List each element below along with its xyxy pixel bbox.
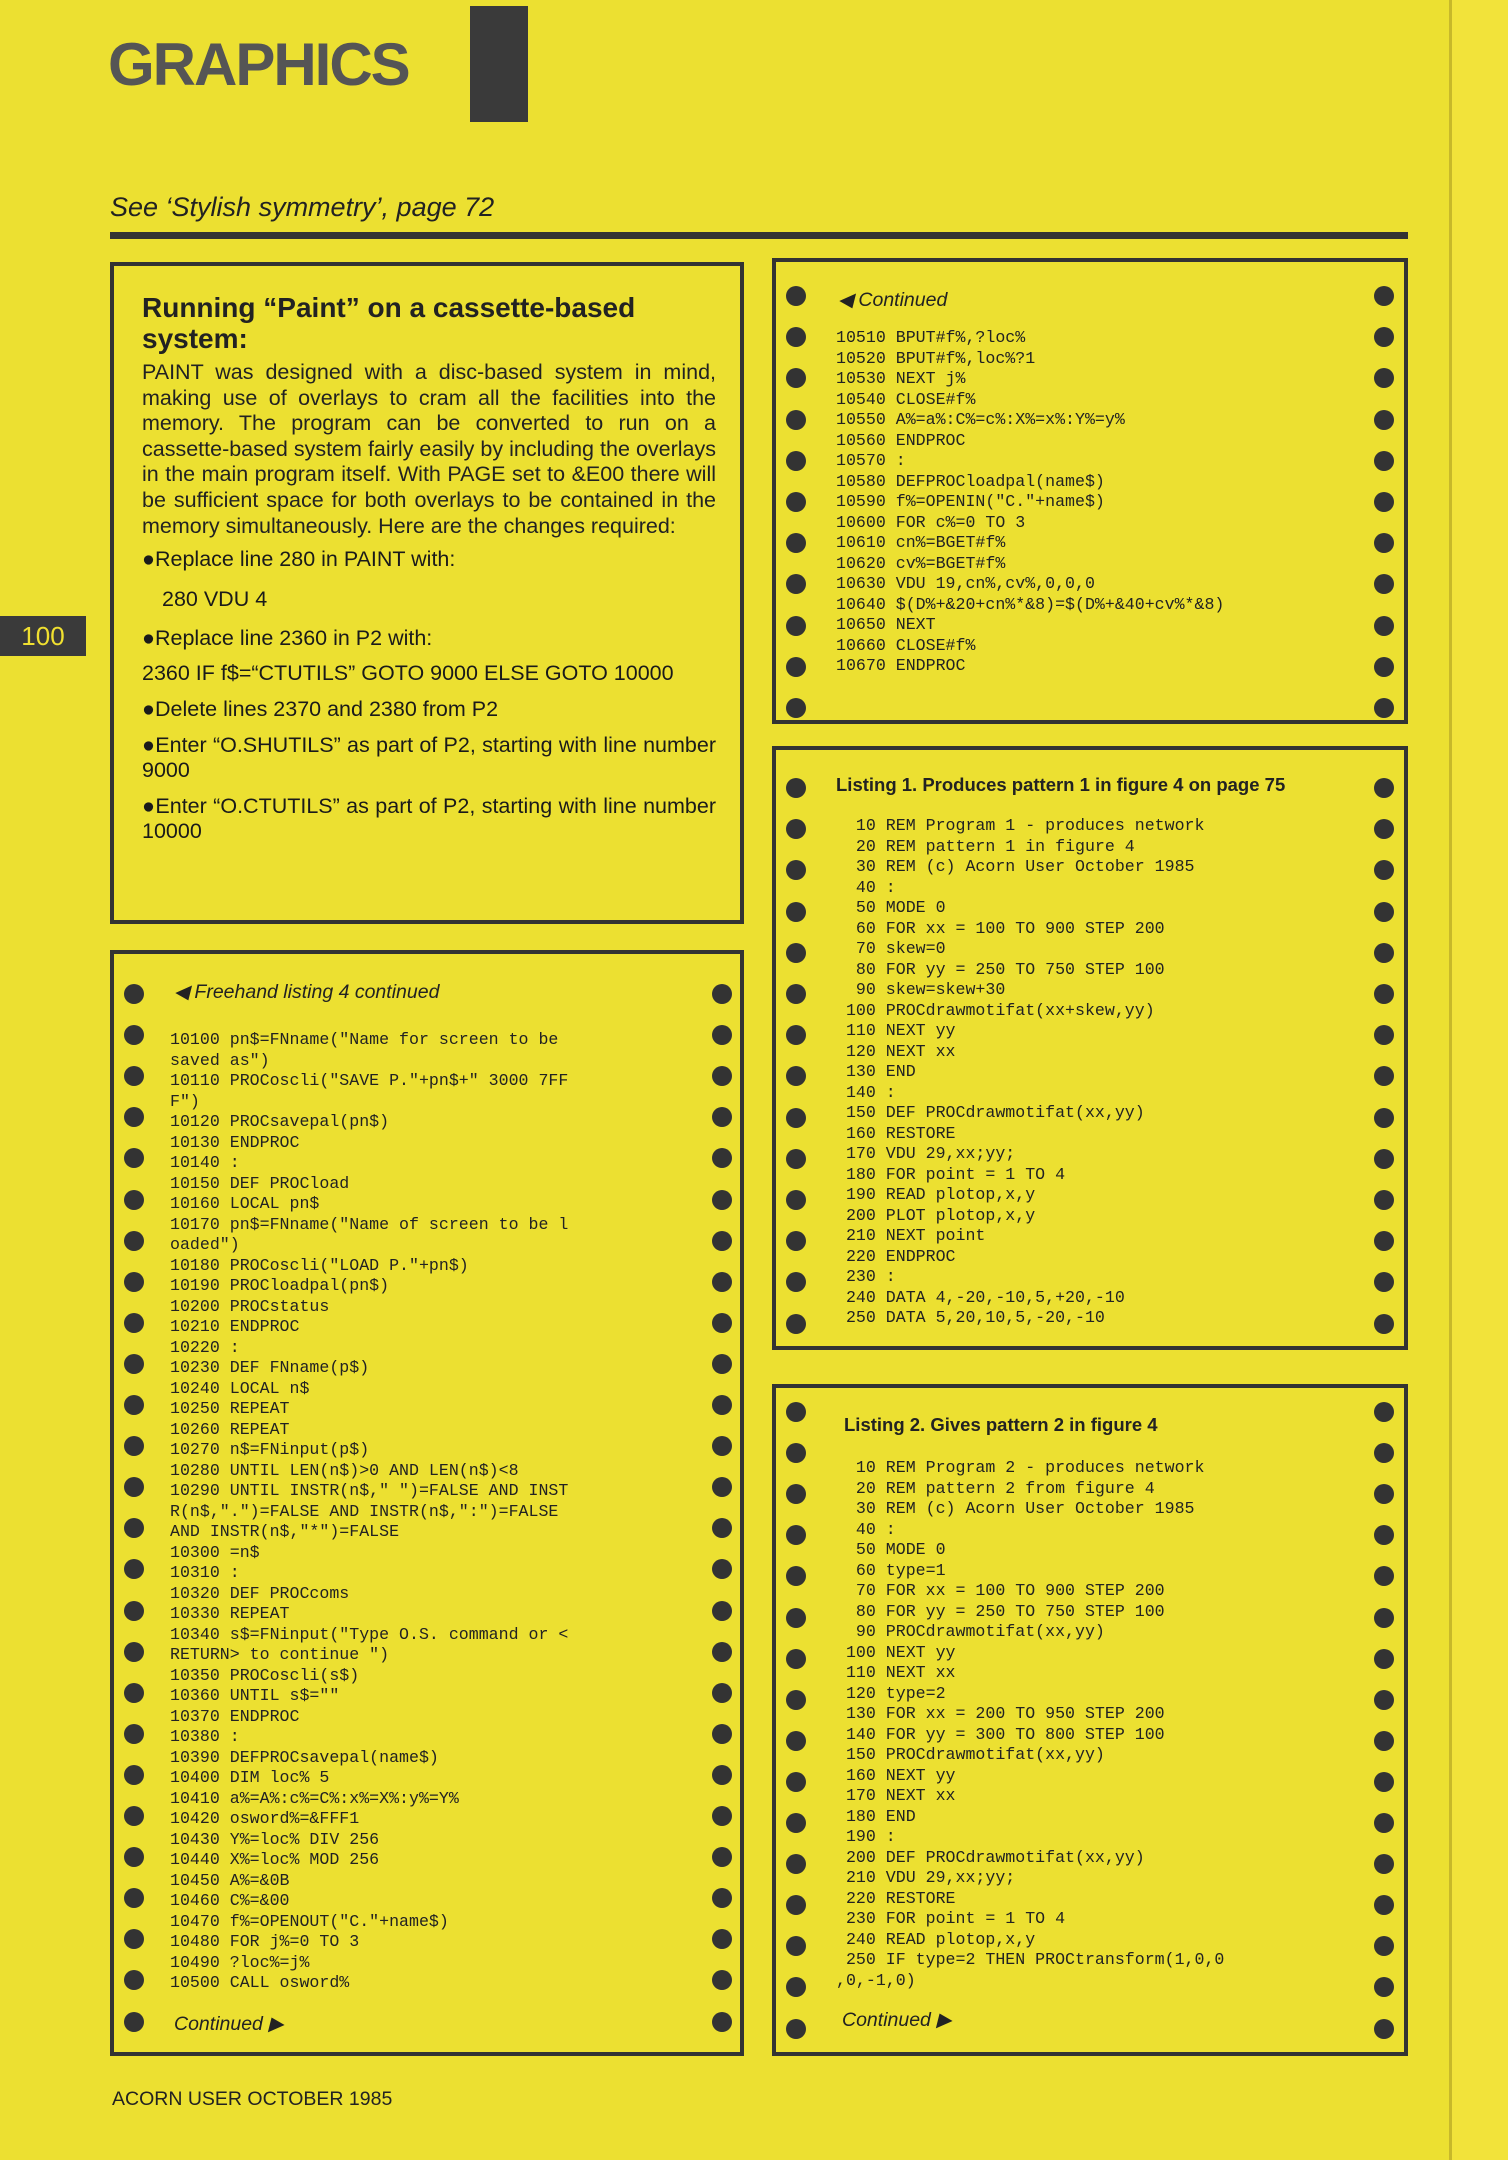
- listing-2-box: [772, 1384, 1408, 2056]
- punch-hole: [786, 1443, 806, 1463]
- code-line: 230 FOR point = 1 TO 4: [836, 1909, 1066, 1928]
- code-line: saved as"): [170, 1050, 270, 1070]
- punch-hole: [712, 1395, 732, 1415]
- punch-hole: [786, 1936, 806, 1956]
- code-line: 10300 =n$: [170, 1542, 260, 1562]
- code-line: 230 :: [836, 1267, 896, 1286]
- punch-hole: [1374, 574, 1394, 594]
- punch-hole: [1374, 1484, 1394, 1504]
- listing-2-heading: Listing 2. Gives pattern 2 in figure 4: [844, 1414, 1158, 1435]
- punch-hole: [1374, 327, 1394, 347]
- punch-hole: [1374, 1066, 1394, 1086]
- punch-hole: [786, 1025, 806, 1045]
- code-line: 120 NEXT xx: [836, 1041, 956, 1061]
- code-line: 10170 pn$=FNname("Name of screen to be l: [170, 1214, 569, 1234]
- punch-hole: [786, 1690, 806, 1710]
- punch-hole: [124, 1601, 144, 1621]
- punch-hole: [786, 492, 806, 512]
- code-line: 10640 $(D%+&20+cn%*&8)=$(D%+&40+cv%*&8): [836, 594, 1225, 614]
- punch-hole: [1374, 2019, 1394, 2039]
- punch-hole: [712, 1642, 732, 1662]
- code-line: 10420 osword%=&FFF1: [170, 1809, 360, 1828]
- code-line: 150 PROCdrawmotifat(xx,yy): [836, 1745, 1105, 1764]
- punch-hole: [124, 1970, 144, 1990]
- code-line: 220 ENDPROC: [836, 1246, 956, 1266]
- punch-hole: [1374, 657, 1394, 677]
- instruction-item: ●Enter “O.SHUTILS” as part of P2, starting with line number 9000: [142, 732, 716, 783]
- punch-hole: [1374, 1402, 1394, 1422]
- continued-heading: ◀ Continued: [838, 289, 948, 311]
- code-line: 40 :: [836, 1519, 896, 1539]
- punch-hole: [786, 1649, 806, 1669]
- code-line: 170 VDU 29,xx;yy;: [836, 1144, 1016, 1163]
- punch-hole: [1374, 1649, 1394, 1669]
- code-line: 10340 s$=FNinput("Type O.S. command or <: [170, 1624, 569, 1644]
- punch-hole: [786, 327, 806, 347]
- punch-hole: [1374, 1314, 1394, 1334]
- punch-hole: [786, 1566, 806, 1586]
- code-line: 210 NEXT point: [836, 1226, 986, 1245]
- punch-hole: [712, 1066, 732, 1086]
- instruction-item: ●Delete lines 2370 and 2380 from P2: [142, 696, 499, 721]
- code-line: 130 END: [836, 1062, 916, 1081]
- code-line: 10580 DEFPROCloadpal(name$): [836, 471, 1105, 491]
- punch-hole: [1374, 1108, 1394, 1128]
- punch-hole: [786, 1977, 806, 1997]
- code-line: 30 REM (c) Acorn User October 1985: [836, 1499, 1195, 1518]
- punch-hole: [712, 1888, 732, 1908]
- box-intro: PAINT was designed with a disc-based system in mind, making use of overlays to cram all the facilities into the memory. The program can be converted to run on a cassette-based system fairly easily by including the overlays in the main program itself. With PAGE set to &E00 there will be sufficient space for both overlays to be contained in the memory simultaneously. Here are the changes required:: [142, 360, 716, 538]
- punch-hole: [712, 1477, 732, 1497]
- freehand-heading: ◀ Freehand listing 4 continued: [174, 981, 440, 1003]
- code-line: ,0,-1,0): [836, 1970, 916, 1990]
- punch-hole: [1374, 1149, 1394, 1169]
- code-line: 190 READ plotop,x,y: [836, 1185, 1036, 1204]
- code-line: 60 FOR xx = 100 TO 900 STEP 200: [836, 918, 1165, 938]
- punch-hole: [786, 657, 806, 677]
- punch-hole: [124, 1354, 144, 1374]
- punch-hole: [786, 778, 806, 798]
- code-line: 10270 n$=FNinput(p$): [170, 1440, 370, 1459]
- punch-hole: [124, 1765, 144, 1785]
- code-line: 10110 PROCoscli("SAVE P."+pn$+" 3000 7FF: [170, 1071, 569, 1090]
- punch-hole: [786, 286, 806, 306]
- punch-hole: [1374, 778, 1394, 798]
- code-line: 200 PLOT plotop,x,y: [836, 1205, 1036, 1225]
- punch-hole: [786, 368, 806, 388]
- punch-hole: [1374, 860, 1394, 880]
- code-line: 140 FOR yy = 300 TO 800 STEP 100: [836, 1724, 1165, 1744]
- listing-1-heading: Listing 1. Produces pattern 1 in figure 4 on page 75: [836, 774, 1286, 795]
- punch-hole: [712, 1806, 732, 1826]
- code-line: 10520 BPUT#f%,loc%?1: [836, 348, 1036, 368]
- code-line: 10450 A%=&0B: [170, 1870, 290, 1890]
- punch-hole: [1374, 1443, 1394, 1463]
- code-line: 10610 cn%=BGET#f%: [836, 533, 1006, 552]
- code-line: 190 :: [836, 1827, 896, 1846]
- code-line: oaded"): [170, 1235, 240, 1254]
- punch-hole: [786, 410, 806, 430]
- code-line: 10550 A%=a%:C%=c%:X%=x%:Y%=y%: [836, 410, 1125, 429]
- code-line: 10390 DEFPROCsavepal(name$): [170, 1747, 439, 1767]
- code-line: 10320 DEF PROCcoms: [170, 1583, 350, 1603]
- code-line: 10180 PROCoscli("LOAD P."+pn$): [170, 1255, 469, 1275]
- code-line: 160 NEXT yy: [836, 1765, 956, 1785]
- freehand-listing-box: [110, 950, 744, 2056]
- punch-hole: [786, 1813, 806, 1833]
- code-line: 140 :: [836, 1082, 896, 1102]
- punch-hole: [1374, 1025, 1394, 1045]
- punch-hole: [786, 902, 806, 922]
- code-line: 10 REM Program 1 - produces network: [836, 816, 1205, 835]
- punch-hole: [786, 533, 806, 553]
- code-line: 10540 CLOSE#f%: [836, 389, 976, 409]
- instruction-item: ●Enter “O.CTUTILS” as part of P2, starting with line number 10000: [142, 793, 716, 844]
- code-line: 10530 NEXT j%: [836, 369, 966, 388]
- code-line: 10660 CLOSE#f%: [836, 635, 976, 655]
- code-line: 110 NEXT xx: [836, 1663, 956, 1682]
- punch-hole: [1374, 1977, 1394, 1997]
- code-line: 160 RESTORE: [836, 1123, 956, 1143]
- code-line: 10130 ENDPROC: [170, 1132, 300, 1152]
- code-line: 150 DEF PROCdrawmotifat(xx,yy): [836, 1103, 1145, 1122]
- punch-hole: [1374, 1690, 1394, 1710]
- punch-hole: [712, 1190, 732, 1210]
- punch-hole: [1374, 1854, 1394, 1874]
- code-line: 90 skew=skew+30: [836, 980, 1006, 999]
- punch-hole: [124, 1929, 144, 1949]
- code-line: 10 REM Program 2 - produces network: [836, 1458, 1205, 1477]
- punch-hole: [786, 451, 806, 471]
- punch-hole: [712, 1272, 732, 1292]
- code-line: 10150 DEF PROCload: [170, 1173, 350, 1193]
- code-line: 110 NEXT yy: [836, 1021, 956, 1040]
- punch-hole: [124, 1190, 144, 1210]
- listing-1-box: [772, 746, 1408, 1350]
- page-number: 100: [0, 616, 86, 656]
- code-line: 80 FOR yy = 250 TO 750 STEP 100: [836, 959, 1165, 979]
- code-line: 10200 PROCstatus: [170, 1296, 330, 1316]
- code-line: 10120 PROCsavepal(pn$): [170, 1112, 390, 1131]
- code-line: 100 NEXT yy: [836, 1642, 956, 1662]
- punch-hole: [786, 574, 806, 594]
- punch-hole: [786, 1772, 806, 1792]
- code-line: 10470 f%=OPENOUT("C."+name$): [170, 1911, 449, 1931]
- punch-hole: [124, 1847, 144, 1867]
- punch-hole: [786, 1895, 806, 1915]
- punch-hole: [124, 1559, 144, 1579]
- punch-hole: [1374, 1772, 1394, 1792]
- punch-hole: [712, 1025, 732, 1045]
- code-line: 10220 :: [170, 1337, 240, 1357]
- code-line: 10360 UNTIL s$="": [170, 1686, 340, 1705]
- instruction-item: ●Replace line 280 in PAINT with:: [142, 547, 456, 572]
- punch-hole: [786, 1272, 806, 1292]
- punch-hole: [124, 1313, 144, 1333]
- punch-hole: [1374, 1525, 1394, 1545]
- code-line: 10370 ENDPROC: [170, 1706, 300, 1726]
- code-line: 10160 LOCAL pn$: [170, 1194, 320, 1213]
- punch-hole: [712, 1107, 732, 1127]
- code-line: 100 PROCdrawmotifat(xx+skew,yy): [836, 1000, 1155, 1020]
- code-line: 50 MODE 0: [836, 1540, 946, 1559]
- instruction-item: ●Replace line 2360 in P2 with:: [142, 625, 433, 650]
- code-line: 10210 ENDPROC: [170, 1317, 300, 1336]
- punch-hole: [1374, 1813, 1394, 1833]
- code-line: 250 DATA 5,20,10,5,-20,-10: [836, 1308, 1105, 1327]
- code-line: 10570 :: [836, 451, 906, 470]
- punch-hole: [1374, 819, 1394, 839]
- punch-hole: [712, 1231, 732, 1251]
- punch-hole: [786, 1190, 806, 1210]
- code-line: 10310 :: [170, 1563, 240, 1582]
- code-line: 10190 PROCloadpal(pn$): [170, 1276, 390, 1295]
- punch-hole: [712, 984, 732, 1004]
- code-line: 10240 LOCAL n$: [170, 1378, 310, 1398]
- punch-hole: [786, 1402, 806, 1422]
- code-line: 10440 X%=loc% MOD 256: [170, 1850, 380, 1869]
- code-line: 200 DEF PROCdrawmotifat(xx,yy): [836, 1847, 1145, 1867]
- code-line: 40 :: [836, 877, 896, 897]
- punch-hole: [1374, 902, 1394, 922]
- punch-hole: [124, 1148, 144, 1168]
- code-line: 170 NEXT xx: [836, 1786, 956, 1805]
- code-line: AND INSTR(n$,"*")=FALSE: [170, 1522, 400, 1541]
- code-line: 10650 NEXT: [836, 615, 936, 634]
- punch-hole: [712, 1559, 732, 1579]
- punch-hole: [786, 1149, 806, 1169]
- punch-hole: [786, 616, 806, 636]
- punch-hole: [1374, 984, 1394, 1004]
- code-line: 220 RESTORE: [836, 1888, 956, 1908]
- punch-hole: [1374, 616, 1394, 636]
- punch-hole: [786, 943, 806, 963]
- punch-hole: [712, 1601, 732, 1621]
- code-line: 10250 REPEAT: [170, 1399, 290, 1418]
- punch-hole: [786, 860, 806, 880]
- punch-hole: [124, 1888, 144, 1908]
- punch-hole: [786, 1231, 806, 1251]
- code-line: 250 IF type=2 THEN PROCtransform(1,0,0: [836, 1950, 1225, 1969]
- section-title: GRAPHICS: [108, 31, 409, 98]
- punch-hole: [124, 1231, 144, 1251]
- code-line: 240 DATA 4,-20,-10,5,+20,-10: [836, 1287, 1125, 1307]
- code-line: 10630 VDU 19,cn%,cv%,0,0,0: [836, 574, 1095, 593]
- continued-listing-box: [772, 258, 1408, 724]
- header-rule: [110, 232, 1408, 239]
- punch-hole: [124, 1683, 144, 1703]
- punch-hole: [786, 819, 806, 839]
- code-line: 130 FOR xx = 200 TO 950 STEP 200: [836, 1704, 1165, 1723]
- code-line: R(n$,".")=FALSE AND INSTR(n$,":")=FALSE: [170, 1501, 559, 1521]
- code-line: 10490 ?loc%=j%: [170, 1952, 310, 1972]
- punch-hole: [124, 1272, 144, 1292]
- punch-hole: [786, 1608, 806, 1628]
- listing-2-continued: Continued ▶: [842, 2009, 952, 2031]
- box-title: Running “Paint” on a cassette-based system:: [142, 292, 636, 354]
- code-line: 70 skew=0: [836, 939, 946, 958]
- punch-hole: [712, 2012, 732, 2032]
- punch-hole: [712, 1313, 732, 1333]
- code-line: 10590 f%=OPENIN("C."+name$): [836, 492, 1105, 511]
- punch-hole: [1374, 1190, 1394, 1210]
- punch-hole: [124, 1642, 144, 1662]
- code-line: 180 FOR point = 1 TO 4: [836, 1164, 1066, 1184]
- cassette-instructions-box: [110, 262, 744, 924]
- punch-hole: [786, 1525, 806, 1545]
- punch-hole: [786, 2019, 806, 2039]
- code-line: 10230 DEF FNname(p$): [170, 1358, 370, 1377]
- punch-hole: [1374, 1895, 1394, 1915]
- punch-hole: [786, 1066, 806, 1086]
- code-line: 80 FOR yy = 250 TO 750 STEP 100: [836, 1601, 1165, 1621]
- code-line: 10260 REPEAT: [170, 1419, 290, 1439]
- punch-hole: [712, 1683, 732, 1703]
- code-line: 10620 cv%=BGET#f%: [836, 553, 1006, 573]
- punch-hole: [1374, 533, 1394, 553]
- code-line: 10330 REPEAT: [170, 1604, 290, 1623]
- punch-hole: [1374, 492, 1394, 512]
- code-line: 20 REM pattern 2 from figure 4: [836, 1478, 1155, 1498]
- punch-hole: [124, 1395, 144, 1415]
- punch-hole: [1374, 286, 1394, 306]
- code-line: 10600 FOR c%=0 TO 3: [836, 512, 1026, 532]
- punch-hole: [712, 1436, 732, 1456]
- punch-hole: [712, 1847, 732, 1867]
- code-line: 50 MODE 0: [836, 898, 946, 917]
- code-line: 10400 DIM loc% 5: [170, 1768, 330, 1787]
- punch-hole: [124, 1724, 144, 1744]
- punch-hole: [712, 1518, 732, 1538]
- code-line: 240 READ plotop,x,y: [836, 1929, 1036, 1949]
- punch-hole: [1374, 1731, 1394, 1751]
- punch-hole: [124, 1518, 144, 1538]
- punch-hole: [786, 1484, 806, 1504]
- punch-hole: [712, 1765, 732, 1785]
- punch-hole: [786, 1731, 806, 1751]
- code-line: 120 type=2: [836, 1683, 946, 1703]
- header-bar: [470, 6, 528, 122]
- code-line: 90 PROCdrawmotifat(xx,yy): [836, 1622, 1105, 1641]
- punch-hole: [712, 1929, 732, 1949]
- punch-hole: [786, 1314, 806, 1334]
- punch-hole: [1374, 943, 1394, 963]
- code-line: 10480 FOR j%=0 TO 3: [170, 1932, 360, 1951]
- see-also-reference: See ‘Stylish symmetry’, page 72: [110, 192, 495, 222]
- punch-hole: [124, 1107, 144, 1127]
- punch-hole: [124, 1025, 144, 1045]
- punch-hole: [1374, 1231, 1394, 1251]
- code-line: 10560 ENDPROC: [836, 430, 966, 450]
- code-line: 10460 C%=&00: [170, 1891, 290, 1910]
- code-line: 10430 Y%=loc% DIV 256: [170, 1829, 380, 1849]
- punch-hole: [124, 1806, 144, 1826]
- punch-hole: [124, 2012, 144, 2032]
- code-line: 180 END: [836, 1806, 916, 1826]
- code-line: 20 REM pattern 1 in figure 4: [836, 836, 1135, 856]
- code-line: 10510 BPUT#f%,?loc%: [836, 328, 1026, 347]
- code-line: 10380 :: [170, 1727, 240, 1746]
- punch-hole: [1374, 1566, 1394, 1586]
- punch-hole: [786, 698, 806, 718]
- punch-hole: [124, 984, 144, 1004]
- punch-hole: [712, 1724, 732, 1744]
- punch-hole: [786, 1108, 806, 1128]
- code-line: 10140 :: [170, 1153, 240, 1172]
- code-line: 70 FOR xx = 100 TO 900 STEP 200: [836, 1581, 1165, 1600]
- punch-hole: [1374, 1936, 1394, 1956]
- punch-hole: [1374, 410, 1394, 430]
- instruction-code: 2360 IF f$=“CTUTILS” GOTO 9000 ELSE GOTO 10000: [142, 661, 674, 686]
- code-line: 10500 CALL osword%: [170, 1973, 350, 1992]
- punch-hole: [712, 1148, 732, 1168]
- code-line: 210 VDU 29,xx;yy;: [836, 1868, 1016, 1887]
- punch-hole: [124, 1436, 144, 1456]
- punch-hole: [1374, 698, 1394, 718]
- punch-hole: [1374, 368, 1394, 388]
- code-line: 10100 pn$=FNname("Name for screen to be: [170, 1030, 559, 1049]
- punch-hole: [1374, 1608, 1394, 1628]
- punch-hole: [1374, 451, 1394, 471]
- code-line: 10670 ENDPROC: [836, 656, 966, 675]
- code-line: 10410 a%=A%:c%=C%:x%=X%:y%=Y%: [170, 1788, 459, 1808]
- code-line: 60 type=1: [836, 1560, 946, 1580]
- punch-hole: [786, 1854, 806, 1874]
- instruction-code: 280 VDU 4: [162, 586, 268, 611]
- code-line: 10280 UNTIL LEN(n$)>0 AND LEN(n$)<8: [170, 1460, 519, 1480]
- code-line: 30 REM (c) Acorn User October 1985: [836, 857, 1195, 876]
- punch-hole: [124, 1477, 144, 1497]
- punch-hole: [712, 1354, 732, 1374]
- code-line: 10290 UNTIL INSTR(n$," ")=FALSE AND INST: [170, 1481, 569, 1500]
- code-line: 10350 PROCoscli(s$): [170, 1665, 360, 1685]
- punch-hole: [712, 1970, 732, 1990]
- punch-hole: [786, 984, 806, 1004]
- punch-hole: [1374, 1272, 1394, 1292]
- footer-issue: ACORN USER OCTOBER 1985: [112, 2088, 393, 2110]
- page-edge-strip: [1449, 0, 1508, 2160]
- freehand-continued: Continued ▶: [174, 2013, 284, 2035]
- punch-hole: [124, 1066, 144, 1086]
- code-line: F"): [170, 1091, 200, 1111]
- code-line: RETURN> to continue "): [170, 1645, 390, 1664]
